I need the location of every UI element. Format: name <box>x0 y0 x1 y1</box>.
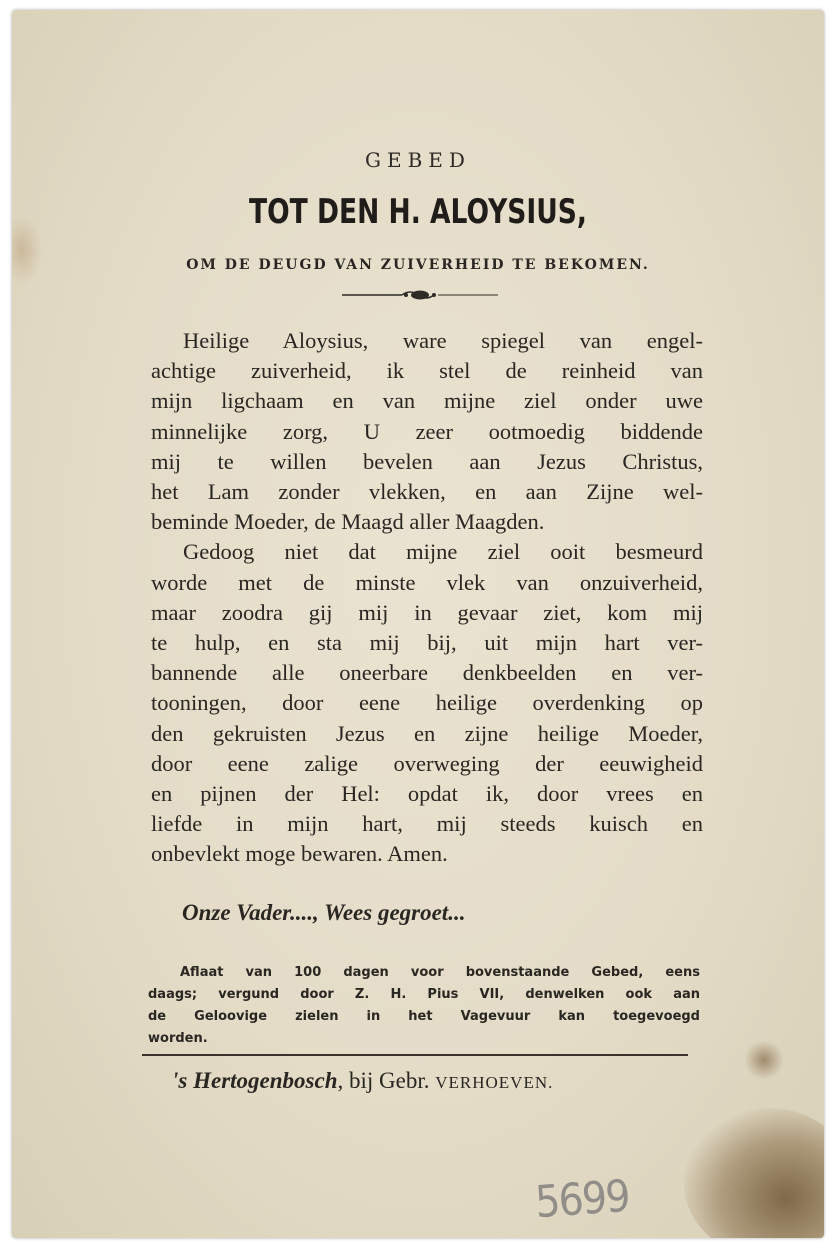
prayer-line: tooningen, door eene heilige overdenking op <box>151 690 703 716</box>
prayer-line: en pijnen der Hel: opdat ik, door vrees en <box>151 781 703 807</box>
prayer-line: beminde Moeder, de Maagd aller Maagden. <box>151 509 545 535</box>
prayer-line: mij te willen bevelen aan Jezus Christus, <box>151 448 703 474</box>
publisher-middle: , bij Gebr. <box>337 1068 436 1093</box>
stain-mark <box>12 215 42 285</box>
prayer-line: worde met de minste vlek van onzuiverheid, <box>151 569 703 595</box>
prayer-body <box>151 326 703 870</box>
prayer-line: minnelijke zorg, U zeer ootmoedig biddende <box>151 418 703 444</box>
stain-mark <box>684 1108 824 1238</box>
handwritten-number: 5699 <box>533 1170 631 1229</box>
prayer-line: te hulp, en sta mij bij, uit mijn hart ver- <box>151 630 703 656</box>
indulgence-line: Aflaat van 100 dagen voor bovenstaande Gebed, eens <box>180 965 700 980</box>
publisher-name: VERHOEVEN. <box>435 1073 554 1092</box>
prayer-line: onbevlekt moge bewaren. Amen. <box>151 841 448 867</box>
prayer-line: maar zoodra gij mij in gevaar ziet, kom mij <box>151 599 703 625</box>
prayer-line: mijn ligchaam en van mijne ziel onder uwe <box>151 388 703 414</box>
publisher-line <box>172 1068 553 1094</box>
closing-prayers: Onze Vader...., Wees gegroet... <box>182 900 466 925</box>
prayer-line: bannende alle oneerbare denkbeelden en ver- <box>151 660 703 686</box>
divider-rule <box>142 1054 688 1056</box>
indulgence-line: worden. <box>148 1031 208 1046</box>
indulgence-line: daags; vergund door Z. H. Pius VII, denwelken ook aan <box>148 987 700 1002</box>
ornament-divider-icon <box>340 288 500 302</box>
prayer-line: den gekruisten Jezus en zijne heilige Moeder, <box>151 720 703 746</box>
title-gebed: GEBED <box>365 148 471 172</box>
prayer-card <box>12 10 824 1238</box>
prayer-line: achtige zuiverheid, ik stel de reinheid van <box>151 358 703 384</box>
indulgence-note <box>148 962 700 1050</box>
stain-mark <box>744 1040 784 1080</box>
prayer-line: Gedoog niet dat mijne ziel ooit besmeurd <box>183 539 703 565</box>
prayer-line: door eene zalige overweging der eeuwigheid <box>151 750 703 776</box>
prayer-line: het Lam zonder vlekken, en aan Zijne wel- <box>151 479 703 505</box>
prayer-line: Heilige Aloysius, ware spiegel van engel- <box>183 328 703 353</box>
prayer-line: liefde in mijn hart, mij steeds kuisch en <box>151 811 703 837</box>
title-subtitle: OM DE DEUGD VAN ZUIVERHEID TE BEKOMEN. <box>186 257 650 273</box>
indulgence-line: de Geloovige zielen in het Vagevuur kan toegevoegd <box>148 1009 700 1024</box>
title-main: TOT DEN H. ALOYSIUS, <box>249 192 587 232</box>
publisher-city: 's Hertogenbosch <box>172 1068 338 1093</box>
